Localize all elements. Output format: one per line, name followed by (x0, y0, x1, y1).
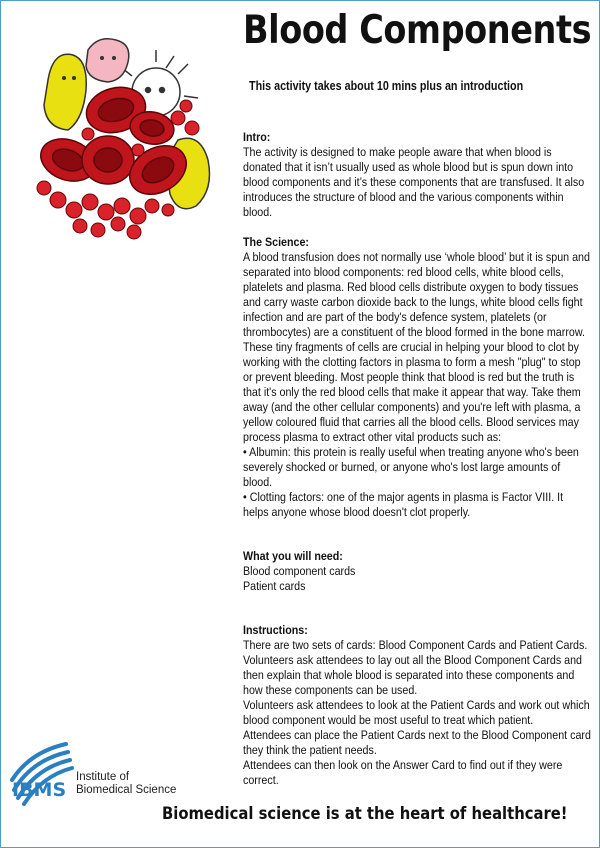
science-bullet-clotting: • Clotting factors: one of the major agents in plasma is Factor VIII. It helps anyone whose blood doesn't clot properly. (243, 490, 564, 519)
instructions-heading: Instructions: (243, 623, 308, 637)
science-heading: The Science: (243, 235, 309, 249)
science-section (243, 235, 591, 520)
intro-text: The activity is designed to make people aware that when blood is donated that it isn’t usually used as whole blood but is spun down into blood components and it’s these components that are transfused. It also introduces the structure of blood and the various components within blood. (243, 145, 585, 219)
pink-blood-cell (86, 39, 129, 82)
instructions-section (243, 623, 591, 788)
activity-duration: This activity takes about 10 mins plus an introduction (249, 79, 524, 93)
main-content (243, 130, 591, 803)
intro-section (243, 130, 591, 220)
ibms-name-line1: Institute of (76, 771, 130, 783)
material-item: Blood component cards (243, 564, 356, 578)
instruction-line: Attendees can place the Patient Cards next to the Blood Component card they think the patient needs. (243, 728, 591, 757)
yellow-blood-cell-left (44, 54, 86, 130)
instruction-line: Volunteers ask attendees to look at the Patient Cards and work out which blood component would be most useful to treat which patient. (243, 698, 590, 727)
page-title: Blood Components (243, 8, 592, 53)
ibms-acronym: IBMS (12, 779, 67, 801)
ibms-name-line2: Biomedical Science (76, 784, 177, 796)
science-paragraph: A blood transfusion does not normally use ‘whole blood’ but it is spun and separated into blood components: red blood cells, white blood cells, platelets and plasma. Red blood cells distribute oxygen to body tissues and carry waste carbon dioxide back to the lungs, white blood cells fight infection and are part of the body's defence system, platelets (or thrombocytes) are a constituent of the blood formed in the bone marrow. These tiny fragments of cells are crucial in helping your blood to clot by working with the clotting factors in plasma to form a mesh "plug" to stop or prevent bleeding. Most people think that blood is red but the truth is that it's only the red blood cells that make it appear that way. Take them away (and the other cellular components) and you're left with plasma, a yellow coloured fluid that carries all the blood cells. Blood services may process plasma to extract other vital products such as: (243, 250, 590, 444)
materials-section (243, 549, 591, 594)
intro-heading: Intro: (243, 130, 271, 144)
footer-tagline: Biomedical science is at the heart of healthcare! (162, 804, 568, 824)
science-bullet-albumin: • Albumin: this protein is really useful when treating anyone who's been severely shocked or burned, or anyone who's lost large amounts of blood. (243, 445, 579, 489)
ibms-name (76, 771, 176, 797)
instruction-line: Attendees can then look on the Answer Card to find out if they were correct. (243, 758, 563, 787)
blood-cells-illustration (28, 10, 236, 240)
materials-heading: What you will need: (243, 549, 343, 563)
instruction-line: There are two sets of cards: Blood Component Cards and Patient Cards. Volunteers ask attendees to lay out all the Blood Component Cards and then explain that whole blood is separated into these components and how these components can be used. (243, 638, 588, 697)
material-item: Patient cards (243, 579, 306, 593)
